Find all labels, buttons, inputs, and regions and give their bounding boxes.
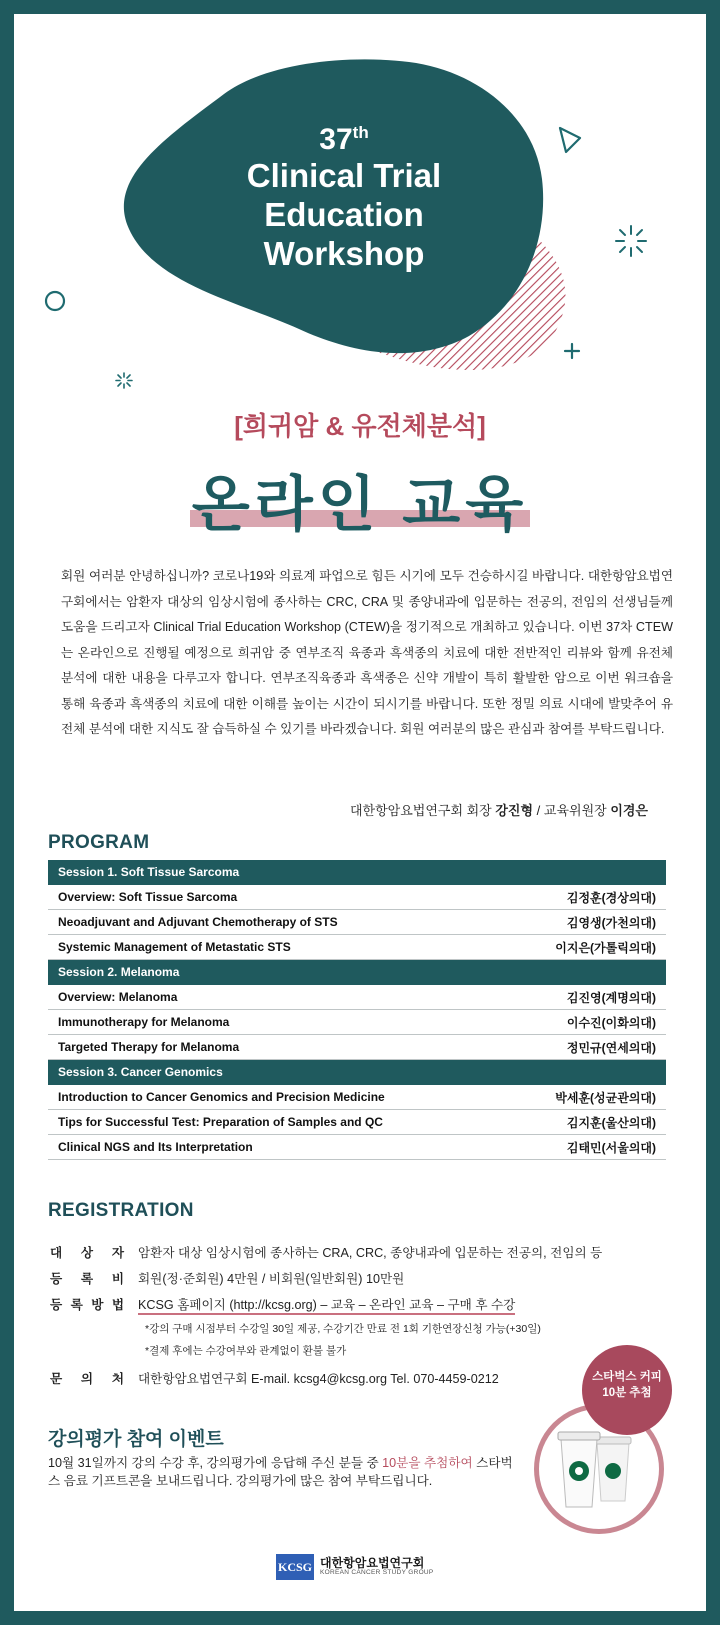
small-sparkle-icon xyxy=(116,373,132,388)
event-text: 10월 31일까지 강의 수강 후, 강의평가에 응답해 주신 분들 중 10분을 추첨하여 스타벅스 음료 기프트콘을 보내드립니다. 강의평가에 많은 참여 부탁드립니다. xyxy=(48,1456,513,1488)
org-name-en: KOREAN CANCER STUDY GROUP xyxy=(320,1569,434,1576)
fee-row xyxy=(48,1266,688,1292)
program-table xyxy=(48,860,666,1160)
note-period: *강의 구매 시점부터 수강일 30일 제공, 수강기간 만료 전 1회 기한연장신청 가능(+30일) xyxy=(145,1323,541,1335)
method-label: 등 록 방 법 xyxy=(50,1298,124,1312)
table-row: Targeted Therapy for Melanoma 정민규(연세의대) xyxy=(48,1035,666,1060)
session-header: Session 3. Cancer Genomics xyxy=(48,1060,666,1085)
hero-line-1: Clinical Trial xyxy=(246,157,442,195)
method-row xyxy=(48,1292,688,1318)
contact-value: 대한항암요법연구회 E-mail. kcsg4@kcsg.org Tel. 070-4459-0212 xyxy=(138,1372,499,1386)
sparkle-icon xyxy=(616,226,646,256)
plus-icon xyxy=(565,344,579,358)
org-name-ko: 대한항암요법연구회 xyxy=(320,1556,425,1570)
method-link[interactable]: KCSG 홈페이지 (http://kcsg.org) – 교육 – 온라인 교육 – 구매 후 수강 xyxy=(138,1298,515,1315)
online-title-wrap xyxy=(14,457,706,543)
target-value: 암환자 대상 임상시험에 종사하는 CRA, CRC, 종양내과에 입문하는 전공의, 전임의 등 xyxy=(138,1246,603,1260)
registration-heading: REGISTRATION xyxy=(48,1200,194,1221)
table-row: Neoadjuvant and Adjuvant Chemotherapy of STS 김영생(가천의대) xyxy=(48,910,666,935)
target-label: 대 상 자 xyxy=(50,1246,124,1260)
session-header: Session 2. Melanoma xyxy=(48,960,666,985)
table-row: Overview: Soft Tissue Sarcoma 김정훈(경상의대) xyxy=(48,885,666,910)
topic-subtitle: [희귀암 & 유전체분석] xyxy=(234,411,486,441)
program-heading: PROGRAM xyxy=(48,832,150,853)
hero-title xyxy=(174,122,514,274)
hero-line-2: Education xyxy=(264,196,424,234)
target-row xyxy=(48,1240,688,1266)
table-row: Tips for Successful Test: Preparation of Samples and QC 김지훈(울산의대) xyxy=(48,1110,666,1135)
table-row: Overview: Melanoma 김진영(계명의대) xyxy=(48,985,666,1010)
online-title: 온라인 교육 xyxy=(191,471,529,538)
contact-label: 문 의 처 xyxy=(50,1372,124,1386)
circle-icon xyxy=(46,292,64,310)
fee-label: 등 록 비 xyxy=(50,1272,124,1286)
table-row: Systemic Management of Metastatic STS 이지은(가톨릭의대) xyxy=(48,935,666,960)
page-content xyxy=(14,14,706,1611)
event-highlight: 10분을 추첨하여 xyxy=(382,1456,473,1470)
session-header: Session 1. Soft Tissue Sarcoma xyxy=(48,860,666,885)
fee-value: 회원(정·준회원) 4만원 / 비회원(일반회원) 10만원 xyxy=(138,1272,405,1286)
table-row: Immunotherapy for Melanoma 이수진(이화의대) xyxy=(48,1010,666,1035)
table-row: Clinical NGS and Its Interpretation 김태민(서울의대) xyxy=(48,1135,666,1160)
triangle-icon xyxy=(560,128,580,152)
note-refund: *결제 후에는 수강여부와 관계없이 환불 불가 xyxy=(145,1345,347,1357)
table-row: Introduction to Cancer Genomics and Precision Medicine 박세훈(성균관의대) xyxy=(48,1085,666,1110)
intro-text: 회원 여러분 안녕하십니까? 코로나19와 의료계 파업으로 힘든 시기에 모두 건승하시길 바랍니다. 대한항암요법연구회에서는 암환자 대상의 임상시험에 종사하는 CRC, CRA 및 종양내과에 입문하는 전공의, 전임의 선생님들께 도움을 드리고자 Clinical Trial Education Workshop (CTEW)을 정기적으로 개최하고 있습니다. 이번 37차 CTEW는 온라인으로 진행될 예정으로 희귀암 중 연부조직 육종과 흑색종의 치료에 대한 전반적인 리뷰와 함께 유전체 분석에 대한 내용을 다루고자 합니다. 연부조직육종과 흑색종은 신약 개발이 특히 활발한 암으로 이번 워크숍을 통해 육종과 흑색종의 치료에 대한 이해를 높이는 시간이 되시기를 바랍니다. 또한 정밀 의료 시대에 발맞추어 유전체 분석에 대한 지식도 잘 습득하실 수 있기를 바라겠습니다. 회원 여러분의 많은 관심과 참여를 부탁드립니다. xyxy=(61,569,673,736)
kcsg-mark: KCSG xyxy=(276,1554,314,1580)
event-heading: 강의평가 참여 이벤트 xyxy=(48,1429,224,1450)
edition: 37th xyxy=(319,123,369,156)
hero-line-3: Workshop xyxy=(263,235,425,273)
signature: 대한항암요법연구회 회장 강진형 / 교육위원장 이경은 xyxy=(349,803,648,818)
hero-banner xyxy=(14,14,706,394)
starbucks-badge: 스타벅스 커피 10분 추첨 xyxy=(582,1345,672,1435)
